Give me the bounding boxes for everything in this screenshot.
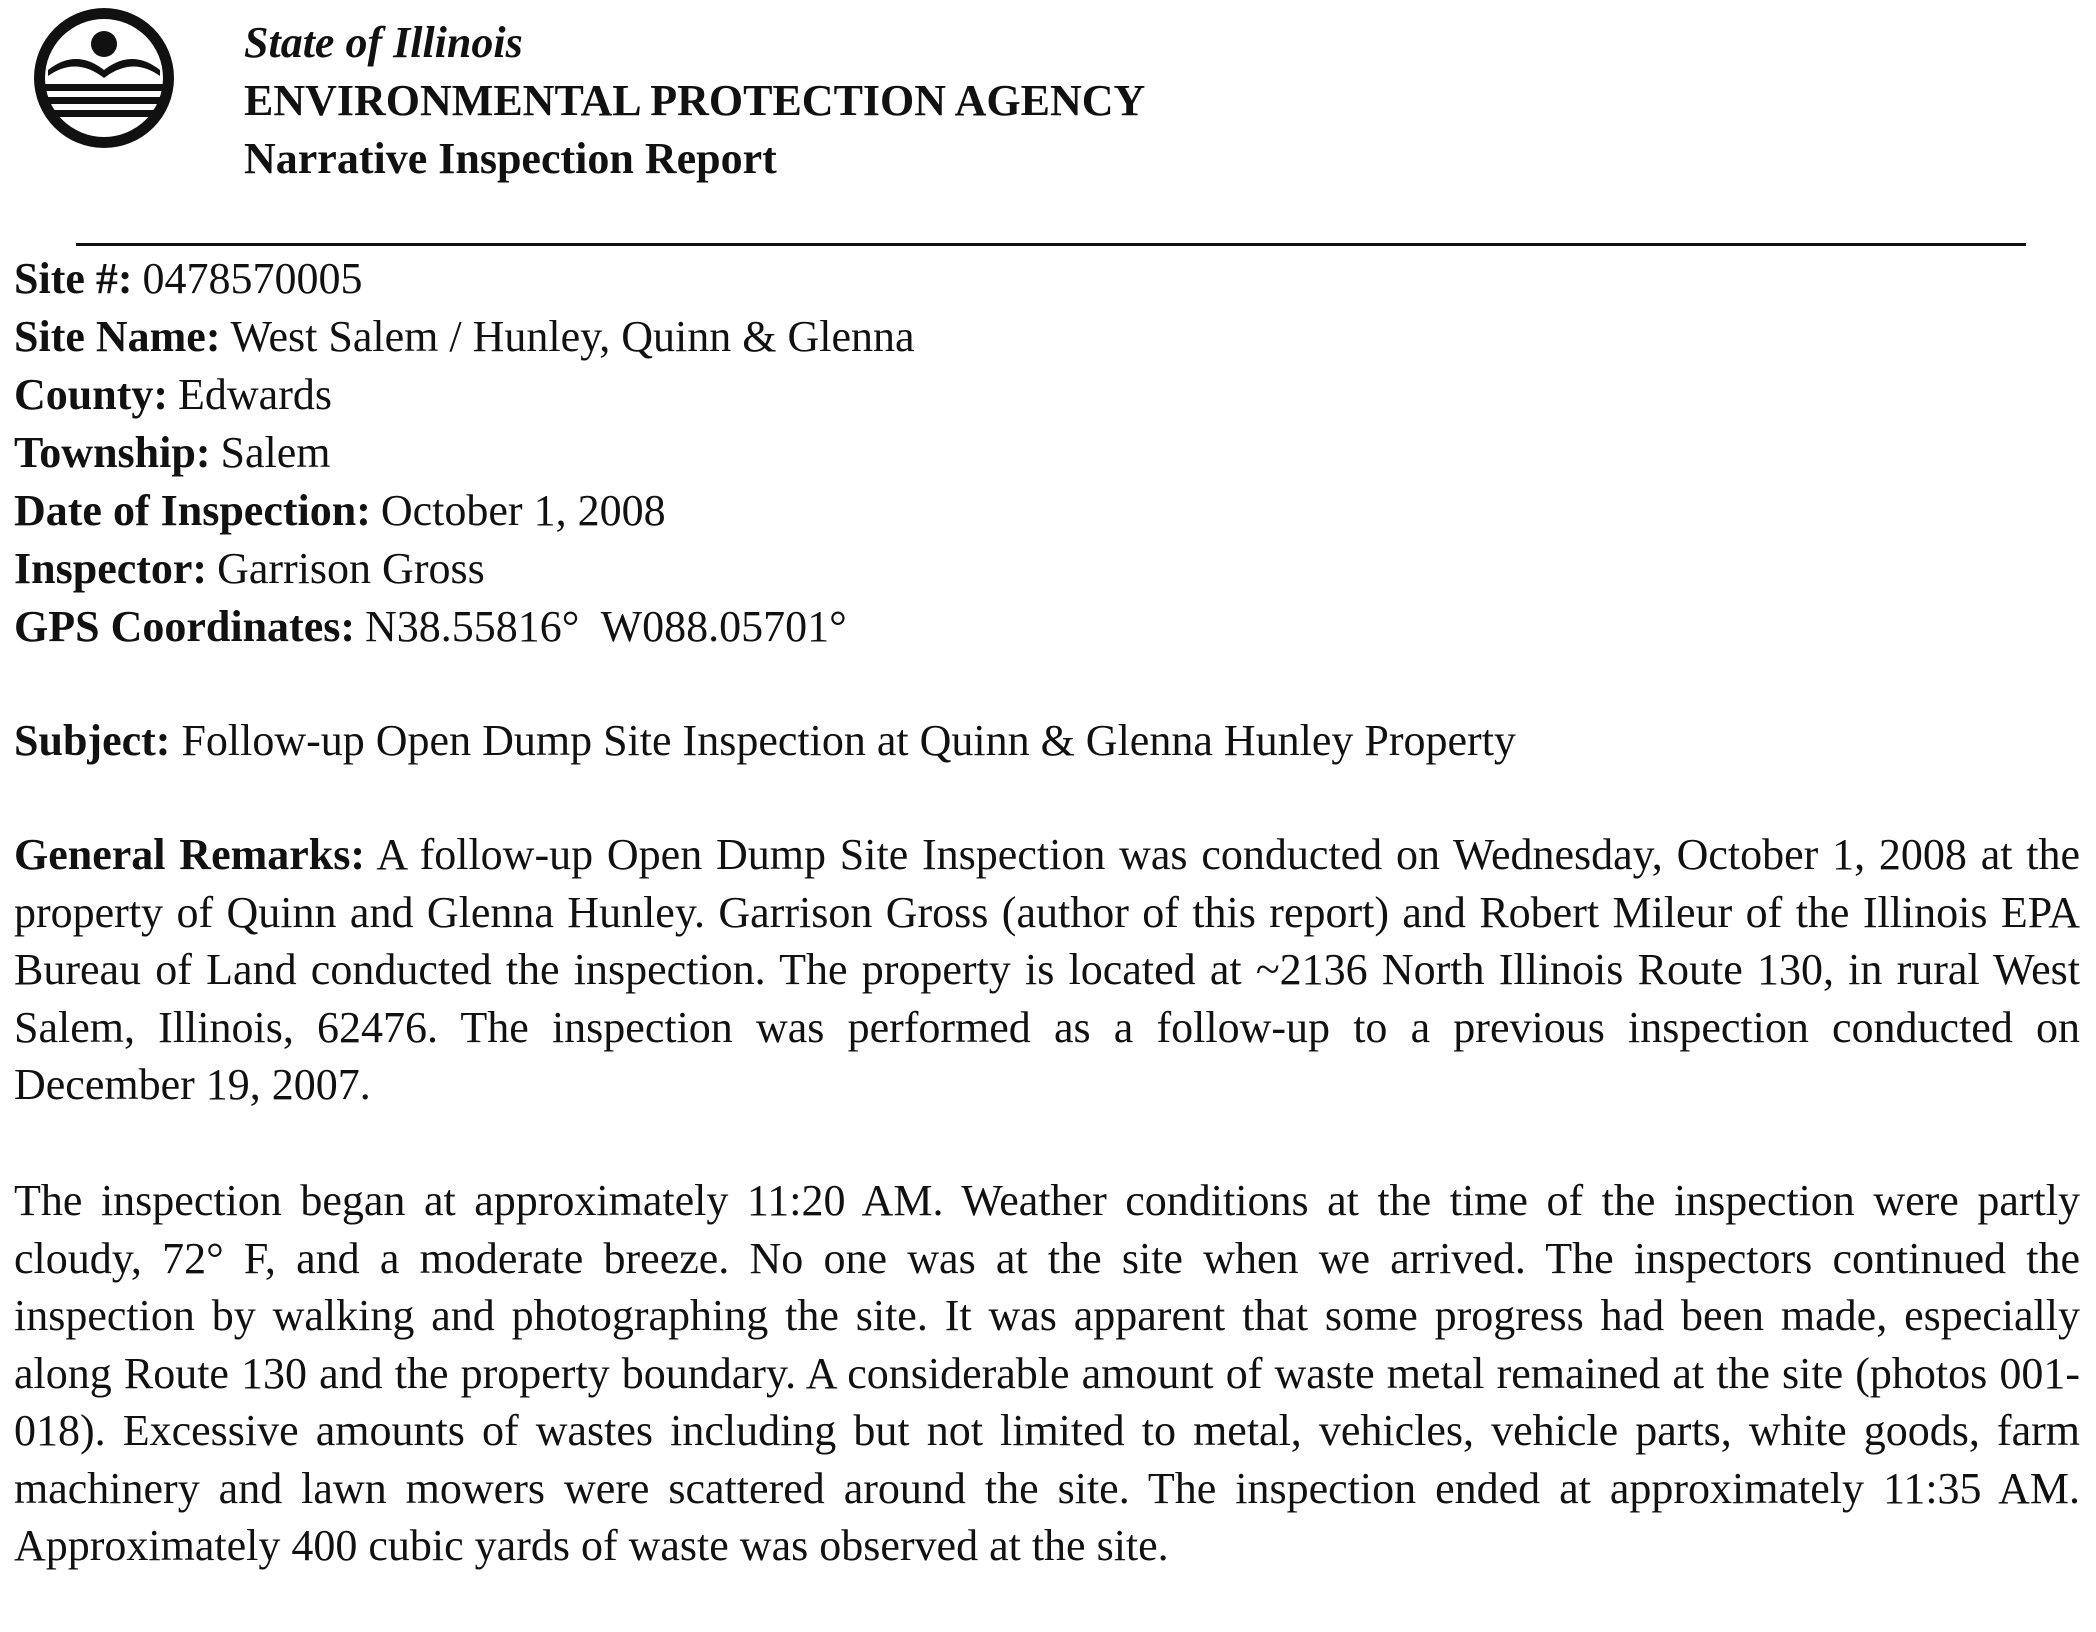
- general-remarks-text: A follow-up Open Dump Site Inspection was conducted on Wednesday, October 1, 2008 at the property of Quinn and Glenna Hunley. Garrison Gross (author of this report) and Robert Mileur of the Illinois EPA Bureau of Land conducted the inspection. The property is located at ~2136 North Illinois Route 130, in rural West Salem, Illinois, 62476. The inspection was performed as a follow-up to a previous inspection conducted on December 19, 2007.: [14, 830, 2081, 1109]
- township-label: Township:: [14, 428, 211, 477]
- state-name: State of Illinois: [244, 18, 523, 67]
- general-remarks-paragraph: [14, 826, 2080, 1114]
- gps-value: N38.55816° W088.05701°: [365, 602, 847, 651]
- county-label: County:: [14, 370, 169, 419]
- subject-label: Subject:: [14, 716, 171, 765]
- site-number-value: 0478570005: [142, 254, 363, 303]
- inspection-details-paragraph: The inspection began at approximately 11:20 AM. Weather conditions at the time of the inspection were partly cloudy, 72° F, and a moderate breeze. No one was at the site when we arrived. The inspectors continued the inspection by walking and photographing the site. It was apparent that some progress had been made, especially along Route 130 and the property boundary. A considerable amount of waste metal remained at the site (photos 001-018). Excessive amounts of wastes including but not limited to metal, vehicles, vehicle parts, white goods, farm machinery and lawn mowers were scattered around the site. The inspection ended at approximately 11:35 AM. Approximately 400 cubic yards of waste was observed at the site.: [14, 1176, 2080, 1570]
- inspection-date-label: Date of Inspection:: [14, 486, 371, 535]
- county-row: [14, 366, 2074, 424]
- site-number-row: [14, 250, 2074, 308]
- site-info-block: [14, 250, 2074, 656]
- county-value: Edwards: [178, 370, 332, 419]
- agency-name: ENVIRONMENTAL PROTECTION AGENCY: [244, 76, 1146, 125]
- report-title: Narrative Inspection Report: [244, 134, 777, 183]
- township-row: [14, 424, 2074, 482]
- inspector-label: Inspector:: [14, 544, 208, 593]
- header-divider: [76, 243, 2026, 246]
- illinois-epa-seal-icon: [30, 4, 178, 152]
- general-remarks-label: General Remarks:: [14, 830, 366, 879]
- gps-row: [14, 598, 2074, 656]
- site-name-label: Site Name:: [14, 312, 221, 361]
- gps-label: GPS Coordinates:: [14, 602, 355, 651]
- inspector-value: Garrison Gross: [217, 544, 485, 593]
- report-header: [244, 14, 1145, 188]
- subject-value: Follow-up Open Dump Site Inspection at Quinn & Glenna Hunley Property: [181, 716, 1516, 765]
- site-number-label: Site #:: [14, 254, 133, 303]
- township-value: Salem: [220, 428, 331, 477]
- site-name-value: West Salem / Hunley, Quinn & Glenna: [230, 312, 915, 361]
- inspector-row: [14, 540, 2074, 598]
- subject-row: [14, 712, 1516, 770]
- site-name-row: [14, 308, 2074, 366]
- inspection-date-row: [14, 482, 2074, 540]
- inspection-date-value: October 1, 2008: [380, 486, 666, 535]
